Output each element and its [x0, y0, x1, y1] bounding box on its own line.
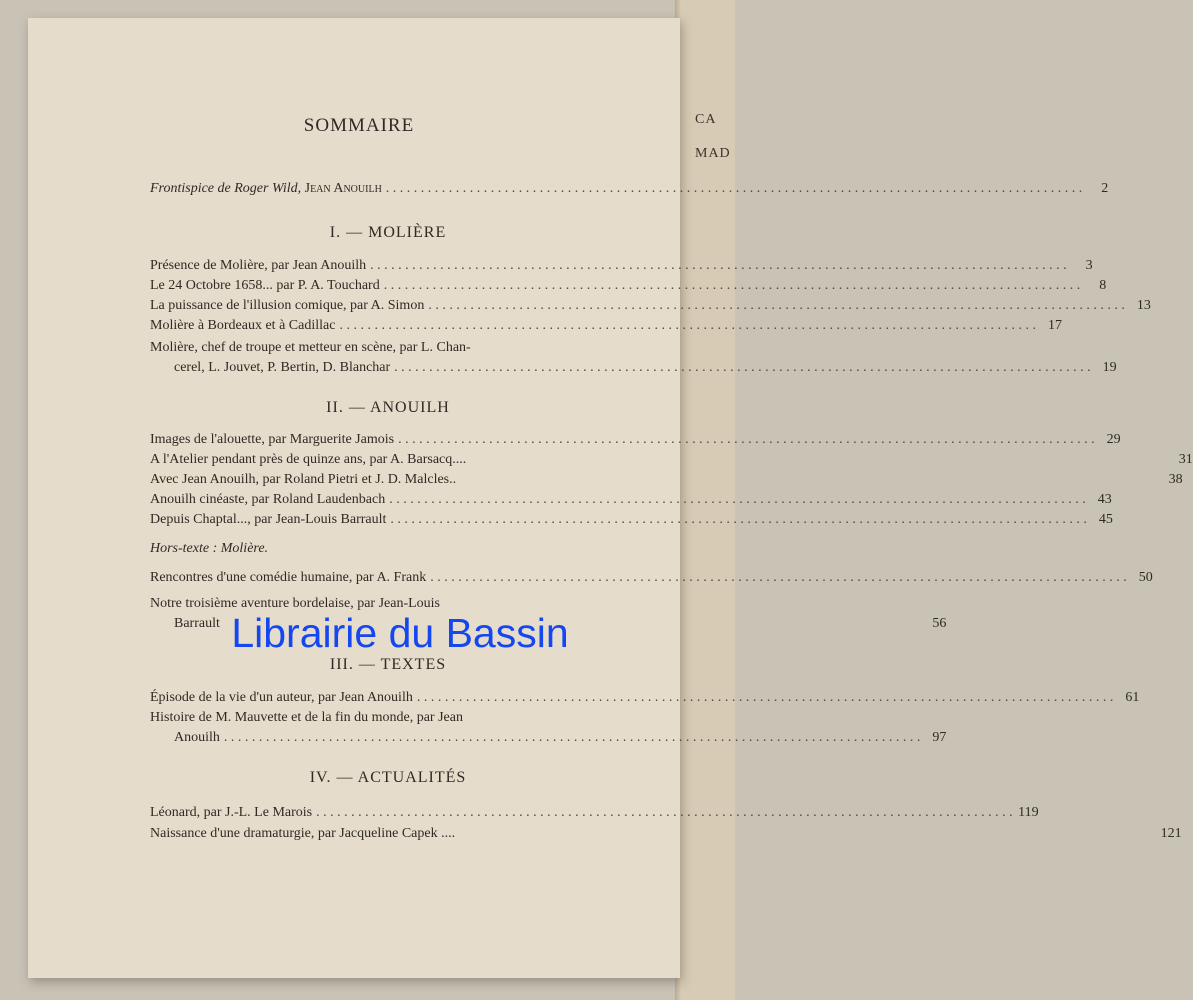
entry-title-line-1: Notre troisième aventure bordelaise, par Jean-Louis [150, 596, 441, 611]
leader-dots [390, 510, 1087, 530]
leader-dots [430, 568, 1127, 588]
page-number: 29 [1106, 432, 1121, 447]
entry-title: Naissance d'une dramaturgie, par Jacqueline Capek .... [150, 826, 456, 841]
frontispice-author: Jean Anouilh [304, 181, 382, 196]
adjacent-page-fragment-1: CA [695, 112, 717, 127]
page-number: 45 [1098, 512, 1113, 527]
page-number: 17 [1047, 318, 1062, 333]
page-title: SOMMAIRE [303, 115, 415, 136]
entry-title: Rencontres d'une comédie humaine, par A. Frank [150, 570, 427, 585]
toc-entry [150, 568, 1153, 588]
leader-dots [384, 276, 1081, 296]
section-heading-moliere: I. — MOLIÈRE [329, 224, 447, 241]
toc-entry [150, 470, 1183, 490]
entry-title-line-2: cerel, L. Jouvet, P. Bertin, D. Blanchar [174, 360, 391, 375]
toc-entry-frontispice [150, 179, 1109, 199]
toc-entry [150, 430, 1121, 450]
leader-dots [386, 179, 1083, 199]
toc-entry [150, 316, 1062, 336]
toc-entry [150, 276, 1107, 296]
entry-title: Images de l'alouette, par Marguerite Jamois [150, 432, 395, 447]
toc-entry [150, 296, 1151, 316]
page-number: 121 [1160, 826, 1182, 841]
toc-entry [150, 688, 1140, 708]
leader-dots [398, 430, 1095, 450]
toc-entry [150, 824, 1182, 844]
entry-title: Avec Jean Anouilh, par Roland Pietri et J. D. Malcles.. [150, 472, 457, 487]
entry-title: Présence de Molière, par Jean Anouilh [150, 258, 367, 273]
entry-title: Depuis Chaptal..., par Jean-Louis Barrault [150, 512, 387, 527]
toc-entry-multiline [150, 338, 1117, 378]
leader-dots [389, 490, 1086, 510]
page-number: 43 [1097, 492, 1112, 507]
entry-title: Léonard, par J.-L. Le Marois [150, 805, 313, 820]
leader-dots [224, 728, 921, 748]
toc-entry [150, 803, 1039, 823]
toc-entry [150, 510, 1113, 530]
entry-title: Le 24 Octobre 1658... par P. A. Touchard [150, 278, 380, 293]
page-number: 97 [932, 730, 947, 745]
page-number: 31 [1178, 452, 1193, 467]
leader-dots [417, 688, 1114, 708]
leader-dots [394, 358, 1091, 378]
entry-title: Anouilh cinéaste, par Roland Laudenbach [150, 492, 386, 507]
adjacent-page-fragment-2: MAD [695, 146, 731, 161]
entry-title-line-1: Molière, chef de troupe et metteur en scène, par L. Chan- [150, 340, 471, 355]
section-heading-anouilh: II. — ANOUILH [326, 399, 450, 416]
entry-title-line-1: Histoire de M. Mauvette et de la fin du monde, par Jean [150, 710, 463, 725]
toc-entry [150, 256, 1093, 276]
toc-entry [150, 450, 1193, 470]
page-number: 50 [1138, 570, 1153, 585]
page-number: 2 [1101, 181, 1109, 196]
hors-texte-note: Hors-texte : Molière. [150, 541, 269, 556]
page-number: 13 [1136, 298, 1151, 313]
entry-title-line-2: Anouilh [174, 730, 220, 745]
entry-title: La puissance de l'illusion comique, par A. Simon [150, 298, 425, 313]
frontispice-caption: Frontispice de Roger Wild, [150, 181, 302, 196]
leader-dots [316, 803, 1013, 823]
leader-dots [339, 316, 1036, 336]
toc-entry [150, 490, 1112, 510]
page-number: 8 [1099, 278, 1107, 293]
section-heading-textes: III. — TEXTES [329, 656, 447, 673]
section-heading-actualites: IV. — ACTUALITÉS [309, 769, 467, 786]
page-number: 119 [1018, 805, 1039, 820]
entry-title: Épisode de la vie d'un auteur, par Jean Anouilh [150, 690, 413, 705]
page-number: 19 [1102, 360, 1117, 375]
watermark-text: Librairie du Bassin [231, 610, 569, 656]
page-number: 3 [1085, 258, 1093, 273]
entry-title: A l'Atelier pendant près de quinze ans, par A. Barsacq.... [150, 452, 467, 467]
entry-title: Molière à Bordeaux et à Cadillac [150, 318, 336, 333]
entry-title-line-2: Barrault [174, 616, 220, 631]
page-number: 56 [932, 616, 947, 631]
toc-entry-multiline [150, 708, 947, 748]
leader-dots [370, 256, 1067, 276]
page-number: 38 [1168, 472, 1183, 487]
leader-dots [428, 296, 1125, 316]
page-number: 61 [1125, 690, 1140, 705]
